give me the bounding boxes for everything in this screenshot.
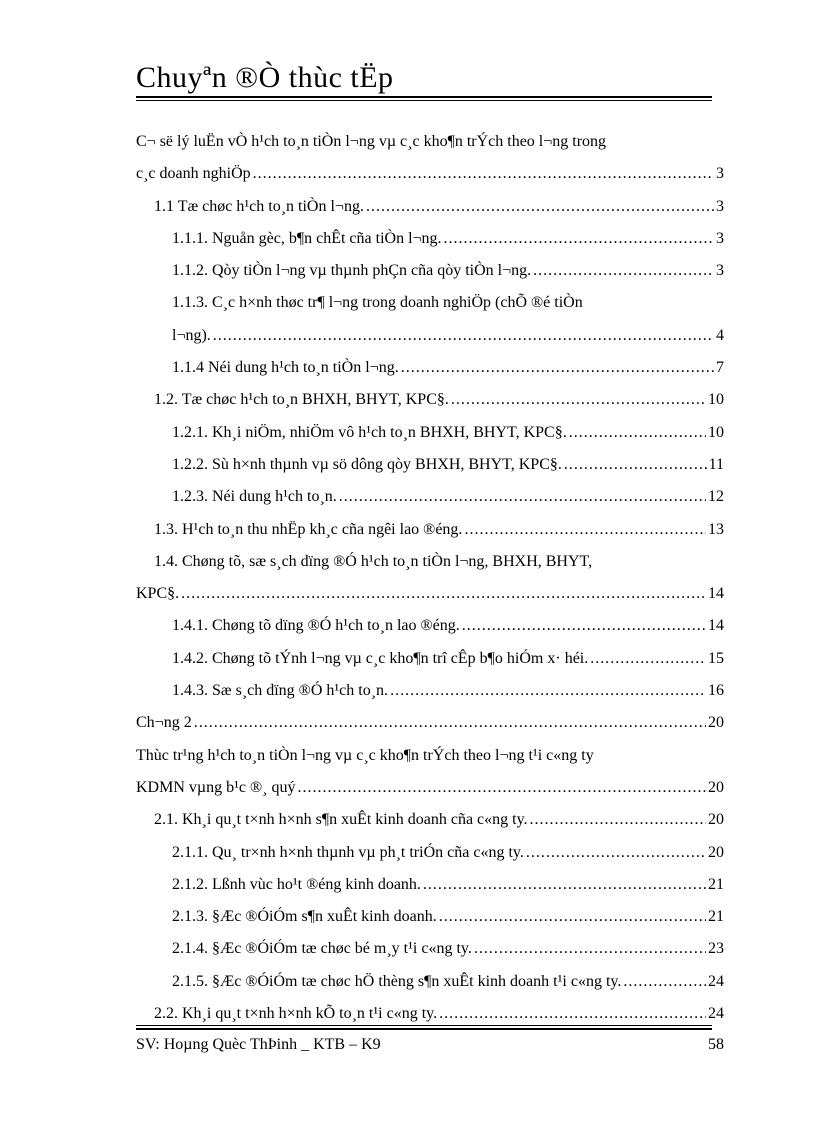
toc-page-number: 15	[708, 649, 724, 667]
toc-leader	[194, 707, 706, 739]
toc-leader	[564, 449, 707, 481]
toc-page-number: 20	[708, 843, 724, 861]
toc-entry-text: 2.1. Kh¸i qu¸t t×nh h×nh s¶n xuÊt kinh doanh cña c«ng ty.	[154, 811, 528, 829]
toc-entry-text: Thùc tr¹ng h¹ch to¸n tiÒn l¬ng vµ c¸c kho¶n trÝch theo l¬ng t¹i c«ng ty	[136, 746, 594, 764]
toc-page-number: 3	[716, 165, 724, 183]
toc-line	[136, 255, 724, 287]
toc-line	[136, 772, 724, 804]
toc-entry-text: 1.3. H¹ch to¸n thu nhËp kh¸c cña ngêi lao ®éng.	[154, 520, 463, 538]
toc-entry-text: 1.2.3. Néi dung h¹ch to¸n.	[172, 488, 337, 506]
header-rule-thin	[136, 100, 712, 101]
toc-entry-text: 1.1.1. Nguån gèc, b¶n chÊt cña tiÒn l¬ng.	[172, 229, 442, 247]
toc-page-number: 13	[708, 520, 724, 538]
toc-page-number: 4	[716, 326, 724, 344]
toc-entry-text: Ch¬ng 2	[136, 714, 192, 732]
toc-leader	[444, 223, 714, 255]
toc-leader	[439, 901, 706, 933]
toc-leader	[390, 675, 706, 707]
toc-line	[136, 546, 724, 578]
toc-entry-text: 1.4. Chøng tõ, sæ s¸ch dïng ®Ó h¹ch to¸n tiÒn l¬ng, BHXH, BHYT,	[154, 552, 593, 570]
toc-page-number: 21	[708, 875, 724, 893]
toc-line	[136, 869, 724, 901]
toc-line	[136, 933, 724, 965]
toc-page-number: 20	[708, 778, 724, 796]
toc-line	[136, 384, 724, 416]
toc-page-number: 10	[708, 423, 724, 441]
toc-line	[136, 675, 724, 707]
toc-page-number: 11	[708, 455, 724, 473]
toc-entry-text: l¬ng).	[172, 326, 211, 344]
toc-line	[136, 514, 724, 546]
toc-entry-text: 1.2.2. Sù h×nh thµnh vµ sö dông qòy BHXH, BHYT, KPC§.	[172, 455, 562, 473]
toc-entry-text: 2.1.3. §Æc ®ÓiÓm s¶n xuÊt kinh doanh.	[172, 908, 437, 926]
toc-entry-text: 1.1 Tæ chøc h¹ch to¸n tiÒn l¬ng.	[154, 197, 364, 215]
toc-entry-text: KPC§.	[136, 585, 180, 603]
toc-leader	[474, 933, 706, 965]
toc-entry-text: c¸c doanh nghiÖp	[136, 165, 251, 183]
toc-entry-text: 2.1.1. Qu¸ tr×nh h×nh thµnh vµ ph¸t triÓn cña c«ng ty.	[172, 843, 524, 861]
toc-leader	[423, 869, 706, 901]
toc-leader	[464, 514, 706, 546]
toc-page-number: 21	[708, 908, 724, 926]
toc-entry-text: 2.1.5. §Æc ®ÓiÓm tæ chøc hÖ thèng s¶n xuÊt kinh doanh t¹i c«ng ty.	[172, 972, 622, 990]
toc-leader	[451, 384, 706, 416]
toc-entry-text: 2.1.2. Lßnh vùc ho¹t ®éng kinh doanh.	[172, 875, 421, 893]
toc-line	[136, 901, 724, 933]
toc-leader	[530, 804, 706, 836]
toc-line	[136, 837, 724, 869]
toc-leader	[623, 966, 706, 998]
toc-line	[136, 158, 724, 190]
footer-page-number: 58	[708, 1036, 724, 1053]
toc-page-number: 7	[716, 359, 724, 377]
toc-line	[136, 610, 724, 642]
toc-page-number: 3	[716, 262, 724, 280]
toc-line	[136, 287, 724, 319]
toc-page-number: 16	[708, 682, 724, 700]
toc-page-number: 3	[716, 197, 724, 215]
toc-page-number: 24	[708, 972, 724, 990]
toc-leader	[253, 158, 714, 190]
toc-line	[136, 966, 724, 998]
toc-leader	[590, 643, 706, 675]
toc-leader	[401, 352, 714, 384]
footer-rule-thick	[136, 1028, 712, 1030]
toc-page-number: 24	[708, 1005, 724, 1023]
toc-line	[136, 417, 724, 449]
toc-entry-text: 1.2. Tæ chøc h¹ch to¸n BHXH, BHYT, KPC§.	[154, 391, 449, 409]
toc-line	[136, 643, 724, 675]
toc-line	[136, 481, 724, 513]
toc-line	[136, 804, 724, 836]
toc-leader	[526, 837, 706, 869]
toc-leader	[462, 610, 706, 642]
toc-page-number: 3	[716, 229, 724, 247]
page-title: Chuyªn ®Ò thùc tËp	[136, 61, 394, 94]
toc-page-number: 14	[708, 585, 724, 603]
toc-line	[136, 449, 724, 481]
toc-entry-text: 2.2. Kh¸i qu¸t t×nh h×nh kÕ to¸n t¹i c«ng ty.	[154, 1005, 438, 1023]
footer-rule-thin	[136, 1025, 712, 1026]
toc-leader	[181, 578, 706, 610]
toc-entry-text: 1.4.1. Chøng tõ dïng ®Ó h¹ch to¸n lao ®éng.	[172, 617, 460, 635]
toc-entry-text: 1.4.2. Chøng tõ tÝnh l¬ng vµ c¸c kho¶n trî cÊp b¶o hiÓm x· héi.	[172, 649, 589, 667]
toc-page-number: 20	[708, 811, 724, 829]
toc-line	[136, 126, 724, 158]
toc-page-number: 20	[708, 714, 724, 732]
toc-leader	[213, 320, 714, 352]
toc-entry-text: 1.1.2. Qòy tiÒn l¬ng vµ thµnh phÇn cña qòy tiÒn l¬ng.	[172, 262, 532, 280]
toc-line	[136, 707, 724, 739]
toc-leader	[569, 417, 706, 449]
table-of-contents	[136, 126, 724, 1030]
toc-line	[136, 223, 724, 255]
toc-line	[136, 191, 724, 223]
header-rule-thick	[136, 96, 712, 98]
footer-author: SV: Hoµng Quèc ThÞinh _ KTB – K9	[136, 1036, 381, 1053]
toc-leader	[298, 772, 707, 804]
toc-entry-text: C¬ së lý luËn vÒ h¹ch to¸n tiÒn l¬ng vµ c¸c kho¶n trÝch theo l¬ng trong	[136, 133, 607, 150]
toc-leader	[339, 481, 706, 513]
toc-leader	[366, 191, 714, 223]
toc-page-number: 10	[708, 391, 724, 409]
toc-leader	[533, 255, 714, 287]
toc-line	[136, 320, 724, 352]
toc-entry-text: 1.1.3. C¸c h×nh thøc tr¶ l¬ng trong doanh nghiÖp (chÕ ®é tiÒn	[172, 294, 583, 312]
toc-line	[136, 578, 724, 610]
toc-entry-text: 1.1.4 Néi dung h¹ch to¸n tiÒn l¬ng.	[172, 359, 399, 377]
toc-line	[136, 740, 724, 772]
toc-page-number: 14	[708, 617, 724, 635]
toc-page-number: 12	[708, 488, 724, 506]
toc-entry-text: 1.2.1. Kh¸i niÖm, nhiÖm vô h¹ch to¸n BHXH, BHYT, KPC§.	[172, 423, 567, 441]
toc-entry-text: KDMN vµng b¹c ®¸ quý	[136, 778, 296, 796]
toc-line	[136, 352, 724, 384]
toc-entry-text: 1.4.3. Sæ s¸ch dïng ®Ó h¹ch to¸n.	[172, 682, 389, 700]
toc-entry-text: 2.1.4. §Æc ®ÓiÓm tæ chøc bé m¸y t¹i c«ng ty.	[172, 940, 472, 958]
toc-page-number: 23	[708, 940, 724, 958]
